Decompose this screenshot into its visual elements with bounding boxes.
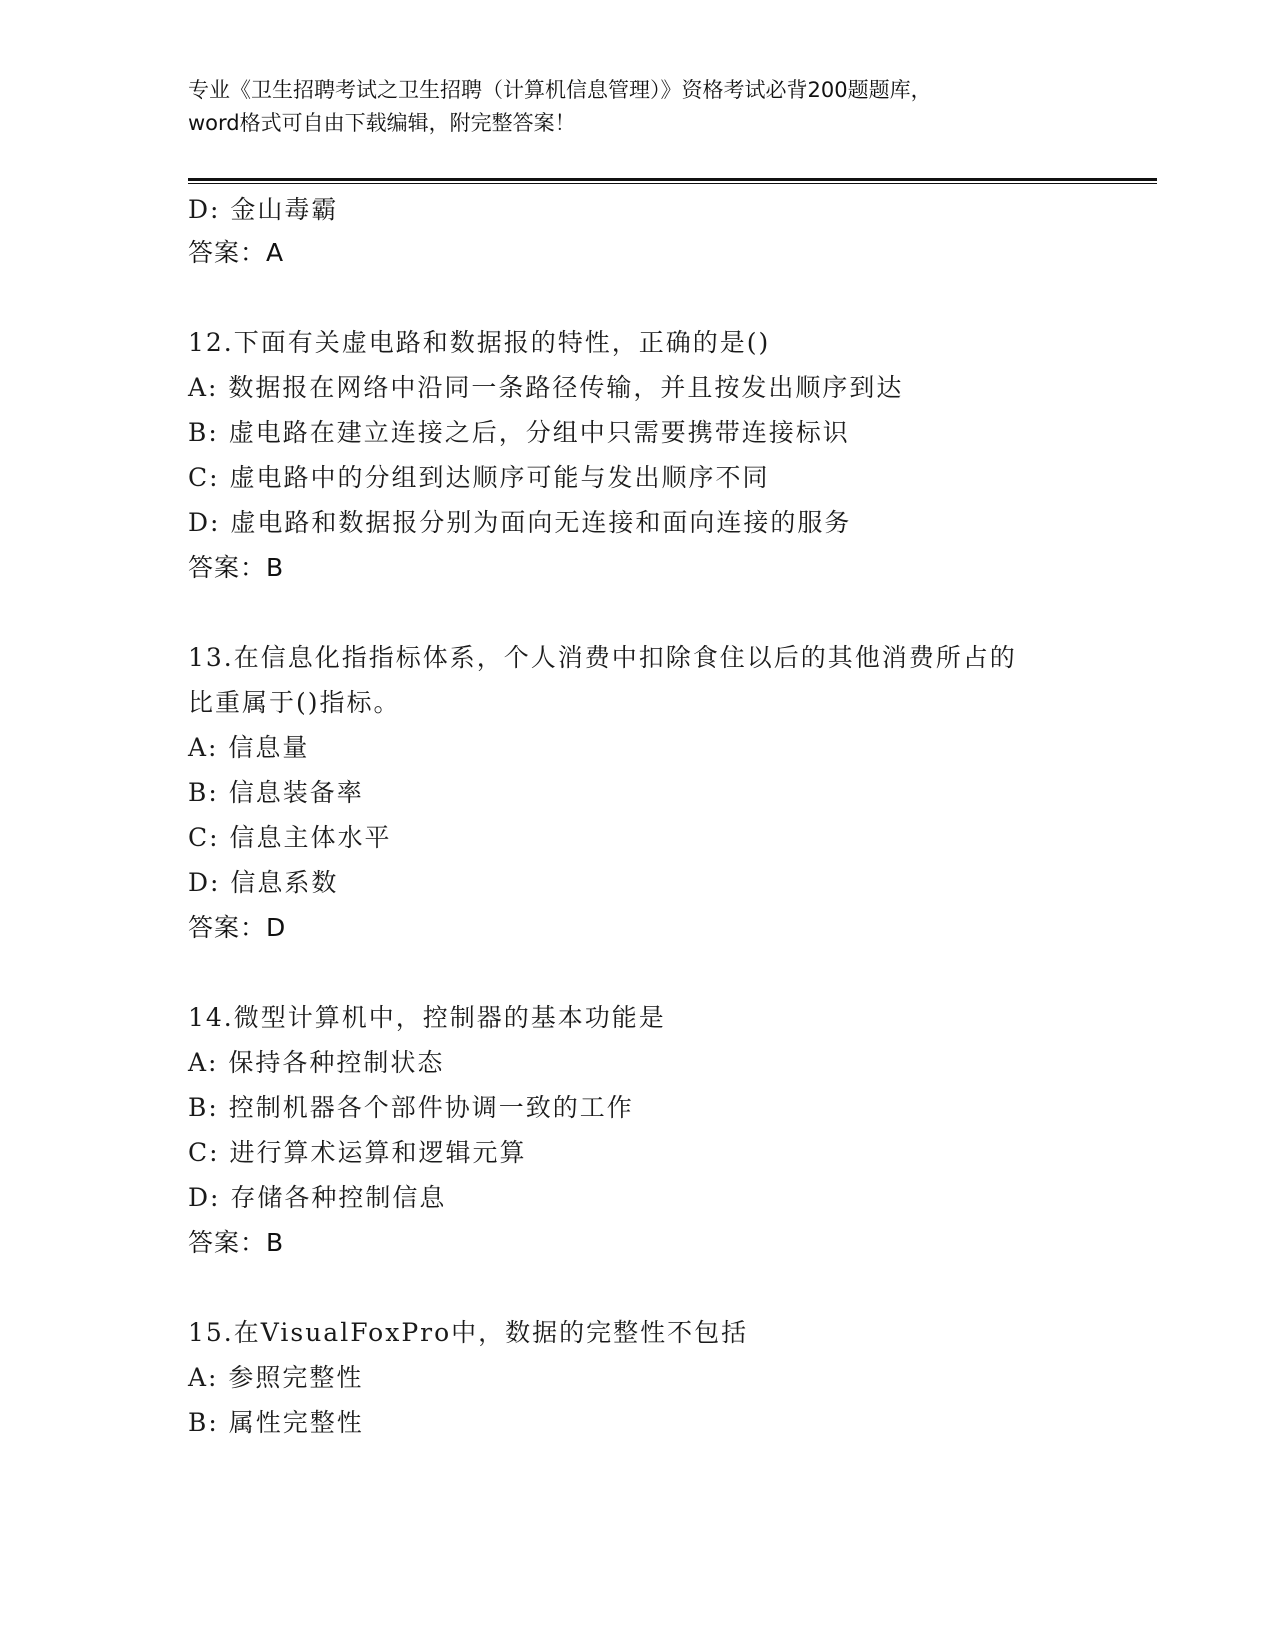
- header-title-line-2: word格式可自由下载编辑，附完整答案！: [188, 111, 576, 135]
- header-title-line-1: 专业《卫生招聘考试之卫生招聘（计算机信息管理）》资格考试必背200题题库，: [188, 78, 932, 102]
- q15-option-b: B: 属性完整性: [188, 1408, 364, 1437]
- q14-stem: 14.微型计算机中，控制器的基本功能是: [188, 1003, 666, 1032]
- q15-stem: 15.在VisualFoxPro中，数据的完整性不包括: [188, 1318, 749, 1347]
- q15-option-a: A: 参照完整性: [188, 1363, 364, 1392]
- q12-answer: 答案：B: [188, 553, 285, 582]
- q12-option-b: B: 虚电路在建立连接之后，分组中只需要携带连接标识: [188, 418, 850, 447]
- document-header: [188, 74, 1088, 140]
- header-divider-thick: [188, 178, 1157, 181]
- q11-answer: 答案：A: [188, 238, 285, 267]
- q14-option-d: D: 存储各种控制信息: [188, 1183, 447, 1212]
- q13-option-b: B: 信息装备率: [188, 778, 364, 807]
- header-divider-thin: [188, 183, 1157, 184]
- q14-answer: 答案：B: [188, 1228, 285, 1257]
- q14-option-b: B: 控制机器各个部件协调一致的工作: [188, 1093, 634, 1122]
- q11-option-d: D: 金山毒霸: [188, 195, 339, 224]
- q13-answer: 答案：D: [188, 913, 287, 942]
- q12-stem: 12.下面有关虚电路和数据报的特性，正确的是(): [188, 328, 771, 357]
- q13-stem-line-1: 13.在信息化指指标体系，个人消费中扣除食住以后的其他消费所占的: [188, 643, 1017, 672]
- q14-option-a: A: 保持各种控制状态: [188, 1048, 445, 1077]
- q13-option-c: C: 信息主体水平: [188, 823, 392, 852]
- q13-option-a: A: 信息量: [188, 733, 310, 762]
- q12-option-d: D: 虚电路和数据报分别为面向无连接和面向连接的服务: [188, 508, 852, 537]
- q12-option-c: C: 虚电路中的分组到达顺序可能与发出顺序不同: [188, 463, 770, 492]
- q13-option-d: D: 信息系数: [188, 868, 339, 897]
- q14-option-c: C: 进行算术运算和逻辑元算: [188, 1138, 527, 1167]
- q12-option-a: A: 数据报在网络中沿同一条路径传输，并且按发出顺序到达: [188, 373, 904, 402]
- q13-stem-line-2: 比重属于()指标。: [188, 688, 401, 717]
